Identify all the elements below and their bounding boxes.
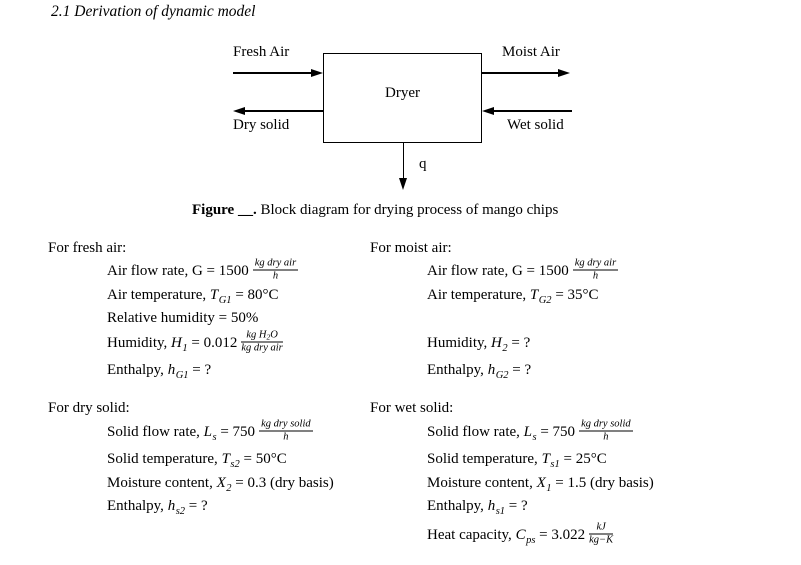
math-subscript: G2 (538, 294, 552, 306)
fresh-air-label: Fresh Air (233, 44, 290, 60)
fresh-air-arrow-line (233, 72, 313, 74)
spec-text: Solid flow rate, (427, 424, 524, 440)
spec-fresh-enthalpy (107, 361, 211, 385)
math-variable: h (167, 362, 176, 378)
section-dry-solid-heading: For dry solid: (48, 400, 130, 416)
unit-fraction (253, 258, 298, 283)
heat-q-label: q (419, 156, 427, 172)
fraction-subscript: 2 (266, 332, 271, 342)
dryer-box-label: Dryer (385, 84, 420, 101)
spec-dry-temperature (107, 450, 287, 474)
spec-value: = ? (505, 498, 528, 514)
spec-text: Humidity, (107, 335, 172, 351)
math-subscript: 2 (226, 482, 232, 494)
wet-solid-label: Wet solid (507, 117, 564, 133)
dry-solid-arrow-line (243, 110, 323, 112)
unit-fraction (589, 522, 613, 547)
fraction-numerator: kg dry air (573, 258, 618, 271)
moist-air-arrow-line (482, 72, 559, 74)
unit-fraction (241, 329, 282, 355)
math-subscript: G1 (175, 369, 189, 381)
math-subscript: s (212, 431, 217, 443)
spec-moist-flow-rate (427, 258, 618, 284)
math-subscript: s (532, 431, 537, 443)
spec-value: = ? (188, 362, 212, 378)
math-variable: C (515, 527, 526, 543)
spec-dry-moisture (107, 474, 334, 498)
math-variable: H (491, 335, 502, 351)
math-variable: T (529, 287, 539, 303)
math-subscript: 1 (182, 342, 188, 354)
fraction-denominator: h (283, 431, 289, 443)
spec-text: Air flow rate, G = 1500 (427, 263, 569, 279)
math-variable: X (536, 475, 546, 491)
spec-value: = 80°C (231, 287, 279, 303)
page-title: 2.1 Derivation of dynamic model (51, 3, 256, 20)
math-variable: L (523, 424, 532, 440)
fraction-denominator: kg dry air (241, 342, 283, 354)
spec-value: = 0.3 (dry basis) (231, 475, 334, 491)
spec-dry-flow-rate (107, 419, 313, 451)
spec-dry-enthalpy (107, 497, 208, 521)
math-variable: T (541, 451, 550, 467)
spec-wet-temperature (427, 450, 607, 474)
spec-text: Enthalpy, (107, 362, 168, 378)
figure-caption-text: Block diagram for drying process of mango chips (256, 202, 559, 218)
section-wet-solid-heading: For wet solid: (370, 400, 454, 416)
spec-moist-temperature (427, 286, 599, 310)
spec-text: Enthalpy, (427, 362, 488, 378)
math-subscript: s1 (550, 458, 560, 470)
spec-text: Humidity, (427, 335, 492, 351)
math-subscript: G2 (495, 369, 509, 381)
section-fresh-air-heading: For fresh air: (48, 240, 127, 256)
math-subscript: s2 (230, 458, 240, 470)
math-variable: h (487, 362, 496, 378)
figure-caption-prefix: Figure __. (192, 202, 257, 218)
math-variable: T (221, 451, 230, 467)
math-variable: h (487, 498, 496, 514)
spec-value: = 35°C (551, 287, 599, 303)
fraction-numerator: kg dry solid (579, 419, 633, 432)
spec-text: Air temperature, (107, 287, 210, 303)
spec-wet-moisture (427, 474, 654, 498)
spec-wet-flow-rate (427, 419, 633, 451)
math-subscript: 2 (502, 342, 508, 354)
unit-fraction (579, 419, 633, 444)
spec-text: Solid temperature, (427, 451, 542, 467)
wet-solid-arrowhead-icon (482, 107, 494, 115)
spec-moist-enthalpy (427, 361, 531, 385)
spec-moist-humidity (427, 330, 530, 362)
spec-text: Enthalpy, (107, 498, 168, 514)
dryer-box (323, 53, 482, 143)
spec-value: = ? (507, 335, 531, 351)
dry-solid-label: Dry solid (233, 117, 290, 133)
unit-fraction (573, 258, 618, 283)
fresh-air-arrowhead-icon (311, 69, 323, 77)
spec-text: Moisture content, (427, 475, 537, 491)
spec-value: = 3.022 (535, 527, 586, 543)
math-subscript: s2 (175, 505, 186, 517)
moist-air-label: Moist Air (502, 44, 560, 60)
heat-q-arrow-line (403, 143, 405, 179)
spec-wet-enthalpy (427, 497, 528, 521)
spec-text: Heat capacity, (427, 527, 516, 543)
spec-value: = ? (508, 362, 532, 378)
math-variable: h (167, 498, 176, 514)
spec-value: = ? (185, 498, 208, 514)
spec-wet-heat-capacity (427, 522, 613, 554)
math-subscript: ps (526, 534, 536, 546)
math-variable: T (209, 287, 219, 303)
spec-fresh-flow-rate (107, 258, 298, 284)
math-subscript: s1 (495, 505, 506, 517)
spec-fresh-temperature (107, 286, 279, 310)
fraction-text: O (270, 329, 278, 341)
heat-q-arrowhead-icon (399, 178, 407, 190)
math-subscript: 1 (546, 482, 552, 494)
spec-value: = 750 (216, 424, 256, 440)
spec-text: Moisture content, (107, 475, 217, 491)
spec-text: Air flow rate, G = 1500 (107, 263, 249, 279)
spec-fresh-humidity (107, 330, 283, 362)
spec-text: Solid temperature, (107, 451, 222, 467)
math-variable: L (203, 424, 212, 440)
math-variable: X (216, 475, 226, 491)
spec-text: Solid flow rate, (107, 424, 204, 440)
figure-caption (192, 202, 558, 219)
spec-value: = 25°C (559, 451, 607, 467)
section-moist-air-heading: For moist air: (370, 240, 452, 256)
math-subscript: G1 (218, 294, 232, 306)
dry-solid-arrowhead-icon (233, 107, 245, 115)
fraction-denominator: kg−K (589, 534, 614, 546)
spec-fresh-relative-humidity: Relative humidity = 50% (107, 310, 259, 326)
fraction-numerator: kg dry air (253, 258, 298, 271)
spec-text: Air temperature, (427, 287, 530, 303)
fraction-denominator: h (592, 270, 599, 282)
spec-text: Enthalpy, (427, 498, 488, 514)
spec-value: = 0.012 (187, 335, 238, 351)
fraction-numerator (241, 329, 282, 343)
wet-solid-arrow-line (492, 110, 572, 112)
spec-value: = 50°C (239, 451, 287, 467)
fraction-denominator: h (603, 431, 609, 443)
spec-value: = 1.5 (dry basis) (551, 475, 654, 491)
fraction-numerator: kg dry solid (259, 419, 313, 432)
spec-value: = 750 (536, 424, 576, 440)
math-variable: H (171, 335, 182, 351)
fraction-denominator: h (272, 270, 279, 282)
fraction-text: kg H (246, 329, 267, 341)
unit-fraction (259, 419, 313, 444)
fraction-numerator: kJ (589, 522, 613, 535)
moist-air-arrowhead-icon (558, 69, 570, 77)
